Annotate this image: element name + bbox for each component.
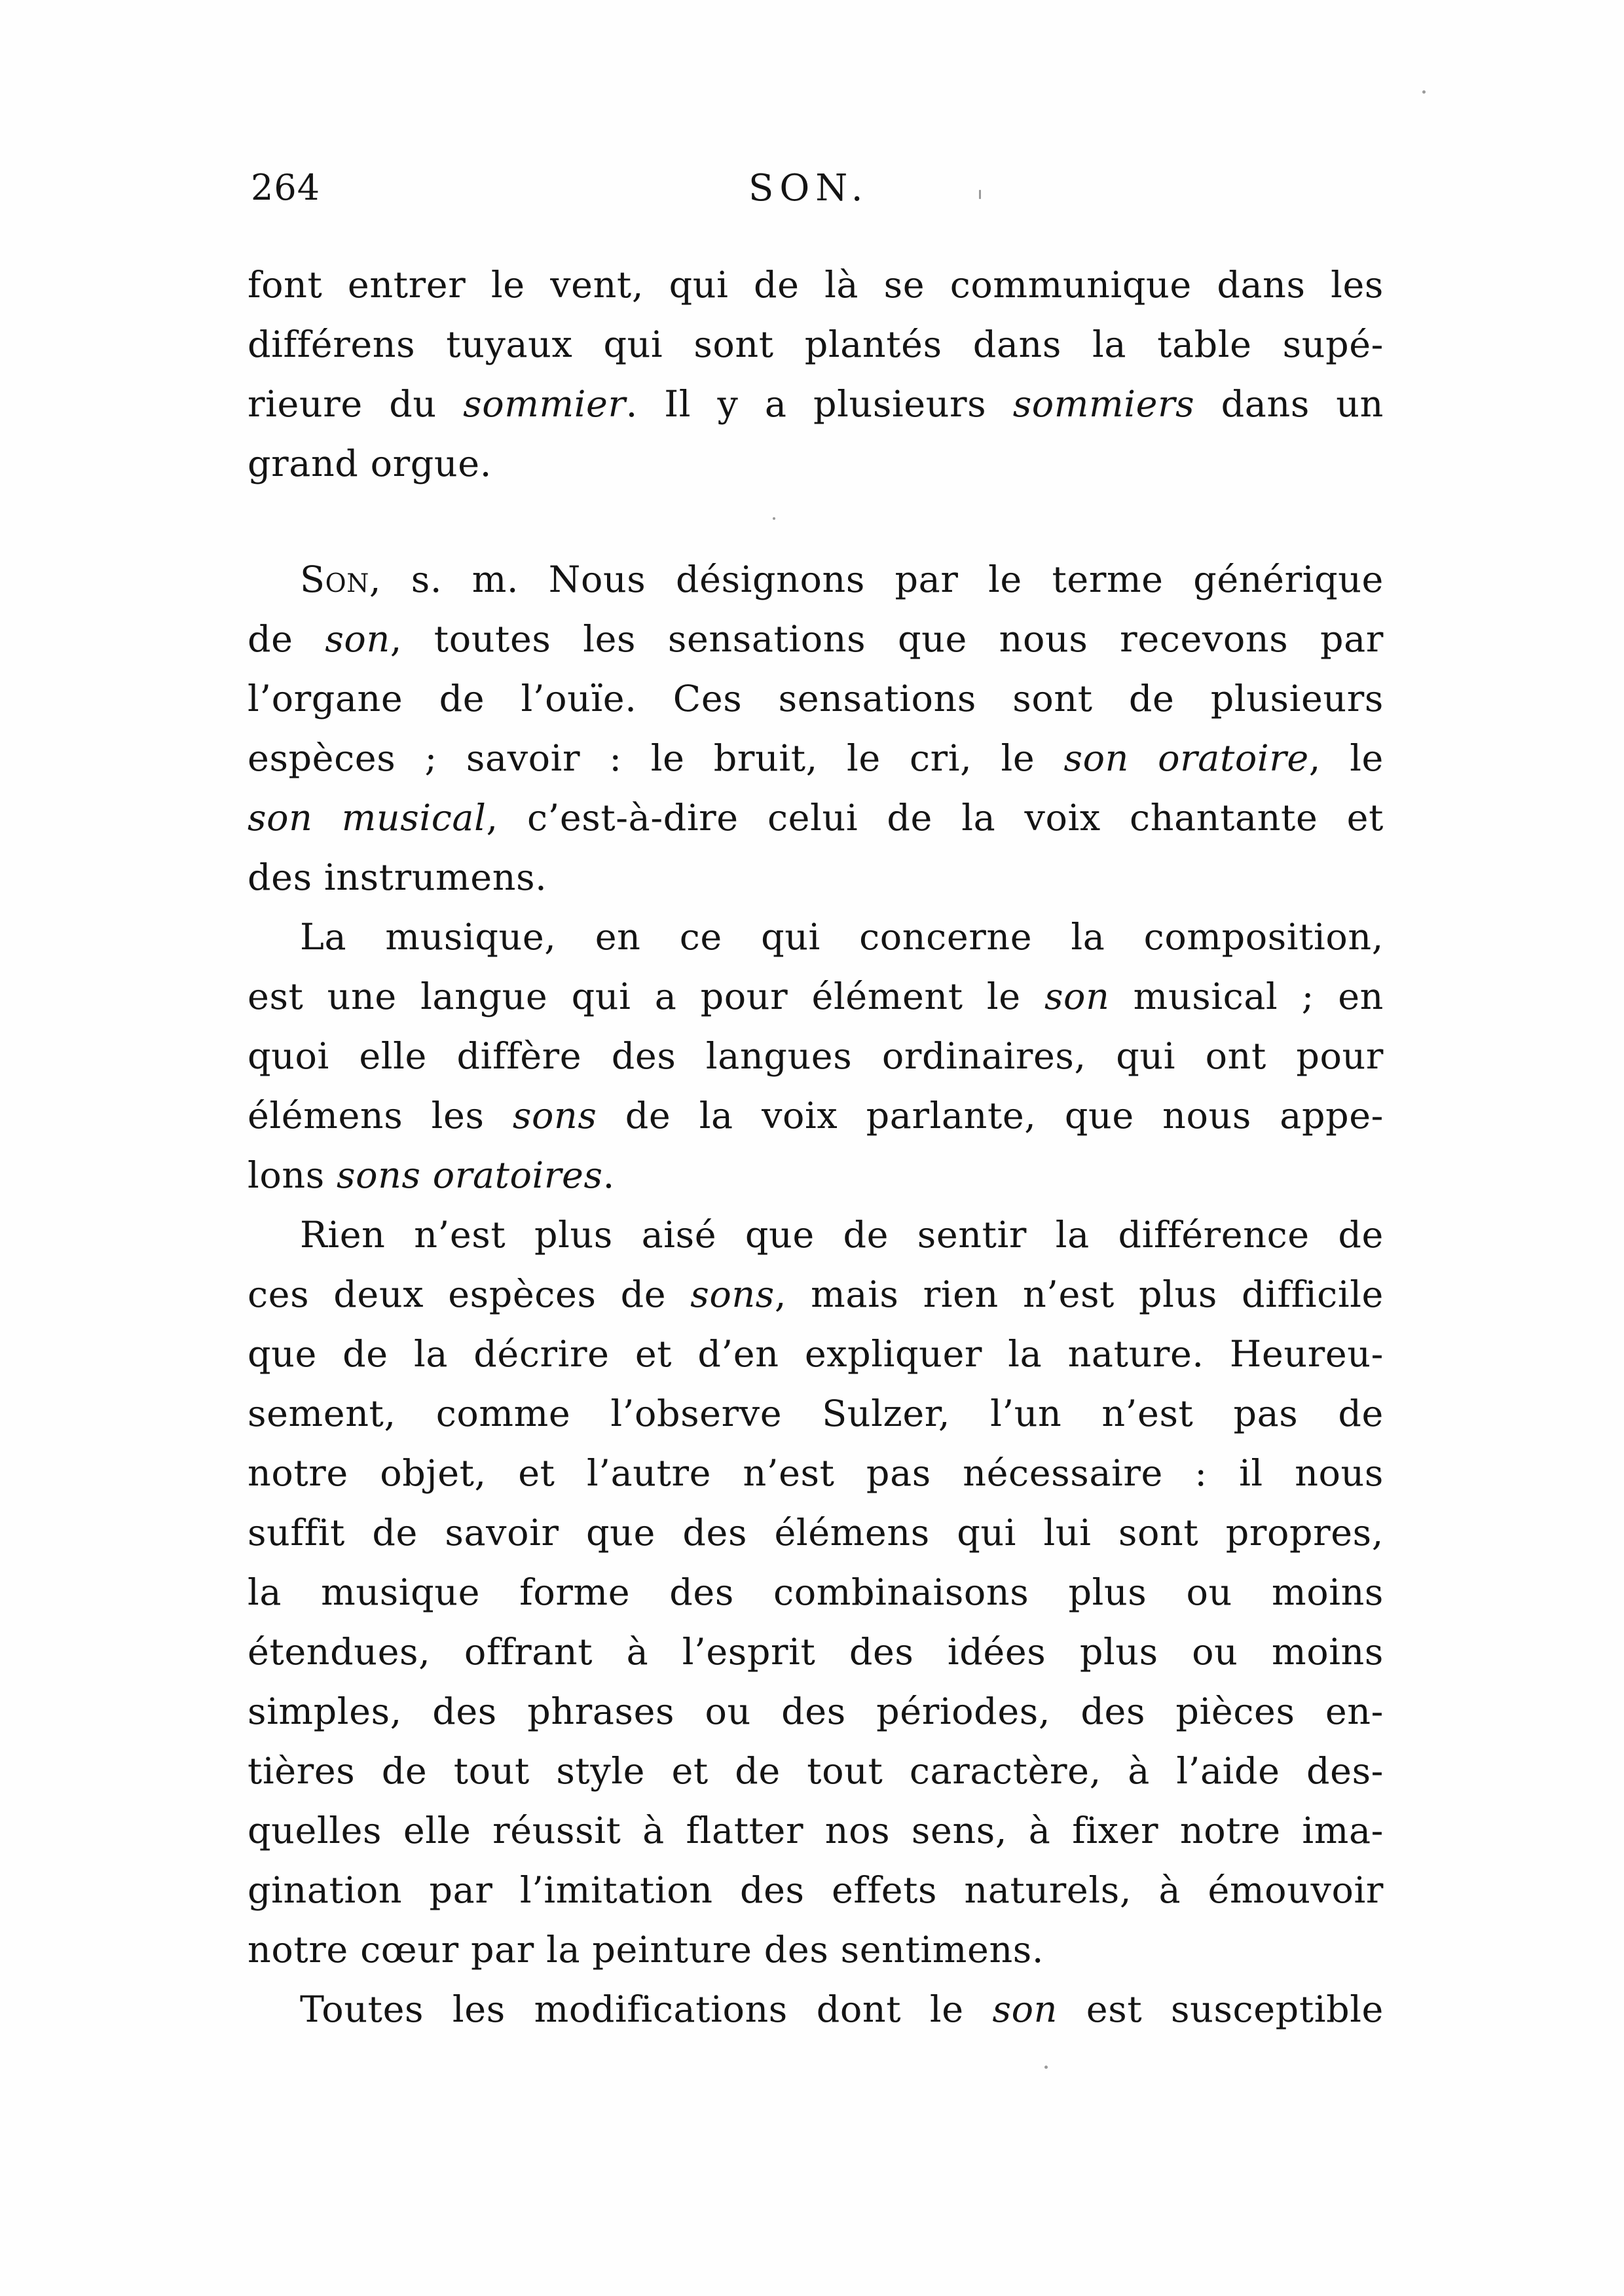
text-run: sement, comme l’observe Sulzer, l’un n’est pas de [248,1393,1384,1435]
text-run: quelles elle réussit à flatter nos sens, à fixer notre ima- [248,1810,1384,1852]
text-line [248,1324,1384,1384]
text-run: que de la décrire et d’en expliquer la nature. Heureu- [248,1333,1384,1376]
page-number: 264 [251,167,321,208]
text-line [248,729,1384,788]
text-run: La musique, en ce qui concerne la composition, [300,916,1384,958]
text-line [248,610,1384,669]
text-line [248,1146,1384,1205]
text-line [248,967,1384,1027]
italic-term: sommier [463,383,626,426]
text-line [248,1920,1384,1980]
text-run: lons [248,1154,337,1197]
italic-term: sommiers [1012,383,1195,426]
text-line [248,848,1384,907]
text-line [248,1980,1384,2039]
text-run: , c’est-à-dire celui de la voix chantante et [486,797,1384,839]
text-run: , s. m. Nous désignons par le terme générique [369,558,1384,601]
text-run: de la voix parlante, que nous appe- [597,1095,1384,1137]
text-run: Toutes les modifications dont le [300,1988,993,2031]
text-run: élémens les [248,1095,513,1137]
italic-term: sons oratoires [337,1154,603,1197]
paper-speck [1422,90,1426,94]
paragraph [248,907,1384,1205]
paragraph [248,550,1384,907]
paragraph [248,1980,1384,2039]
text-run: dans un [1194,383,1384,426]
text-run: tières de tout style et de tout caractère, à l’aide des- [248,1750,1384,1793]
text-line [248,788,1384,848]
text-line [248,1265,1384,1324]
son-entry [248,550,1384,2039]
entry-headword: Son [300,558,369,601]
text-line [248,1027,1384,1086]
continued-paragraph [248,255,1384,494]
text-line [248,434,1384,494]
paper-speck [773,517,775,520]
text-run: quoi elle diffère des langues ordinaires, qui ont pour [248,1035,1384,1078]
italic-term: son [1044,975,1110,1018]
text-line [248,1205,1384,1265]
paper-speck [979,190,981,199]
text-run: gination par l’imitation des effets naturels, à émouvoir [248,1869,1384,1912]
text-run: différens tuyaux qui sont plantés dans la table supé- [248,323,1384,366]
text-run: grand orgue. [248,443,492,485]
text-run: de [248,618,325,661]
text-run: des instrumens. [248,856,547,899]
text-line [248,374,1384,434]
text-line [248,669,1384,729]
paper-speck [1044,2066,1048,2069]
text-run: est une langue qui a pour élément le [248,975,1044,1018]
text-run: rieure du [248,383,464,426]
text-line [248,1503,1384,1563]
italic-term: sons [690,1273,775,1316]
text-run: l’organe de l’ouïe. Ces sensations sont de plusieurs [248,678,1384,720]
italic-term: son musical [248,797,487,839]
italic-term: son [992,1988,1058,2031]
text-run: notre cœur par la peinture des sentimens. [248,1929,1044,1971]
text-run: . Il y a plusieurs [625,383,1013,426]
text-run: Rien n’est plus aisé que de sentir la différence de [300,1214,1384,1256]
text-run: suffit de savoir que des élémens qui lui sont propres, [248,1512,1384,1554]
text-line [248,1384,1384,1444]
text-run: espèces ; savoir : le bruit, le cri, le [248,737,1064,780]
italic-term: sons [512,1095,597,1137]
italic-term: son [325,618,390,661]
text-line [248,1682,1384,1741]
text-line [248,1741,1384,1801]
text-run: . [602,1154,615,1197]
text-line [248,907,1384,967]
text-line [248,1563,1384,1622]
text-run: étendues, offrant à l’esprit des idées plus ou moins [248,1631,1384,1673]
text-line [248,1861,1384,1920]
text-run: notre objet, et l’autre n’est pas nécessaire : il nous [248,1452,1384,1495]
text-line [248,1086,1384,1146]
text-line [248,1444,1384,1503]
text-run: est susceptible [1057,1988,1384,2031]
text-line [248,1801,1384,1861]
text-run: , mais rien n’est plus difficile [774,1273,1384,1316]
running-head-title: SON. [748,167,869,210]
text-run: la musique forme des combinaisons plus ou moins [248,1571,1384,1614]
text-run: font entrer le vent, qui de là se communique dans les [248,264,1384,306]
text-line [248,1622,1384,1682]
text-line [248,255,1384,315]
text-run: simples, des phrases ou des périodes, des pièces en- [248,1690,1384,1733]
text-run: , toutes les sensations que nous recevons par [390,618,1384,661]
text-run: musical ; en [1109,975,1384,1018]
text-line [248,550,1384,610]
text-run: ces deux espèces de [248,1273,691,1316]
italic-term: son oratoire [1063,737,1309,780]
text-line [248,315,1384,374]
text-run: , le [1308,737,1384,780]
paragraph [248,1205,1384,1980]
running-head [251,167,1384,226]
